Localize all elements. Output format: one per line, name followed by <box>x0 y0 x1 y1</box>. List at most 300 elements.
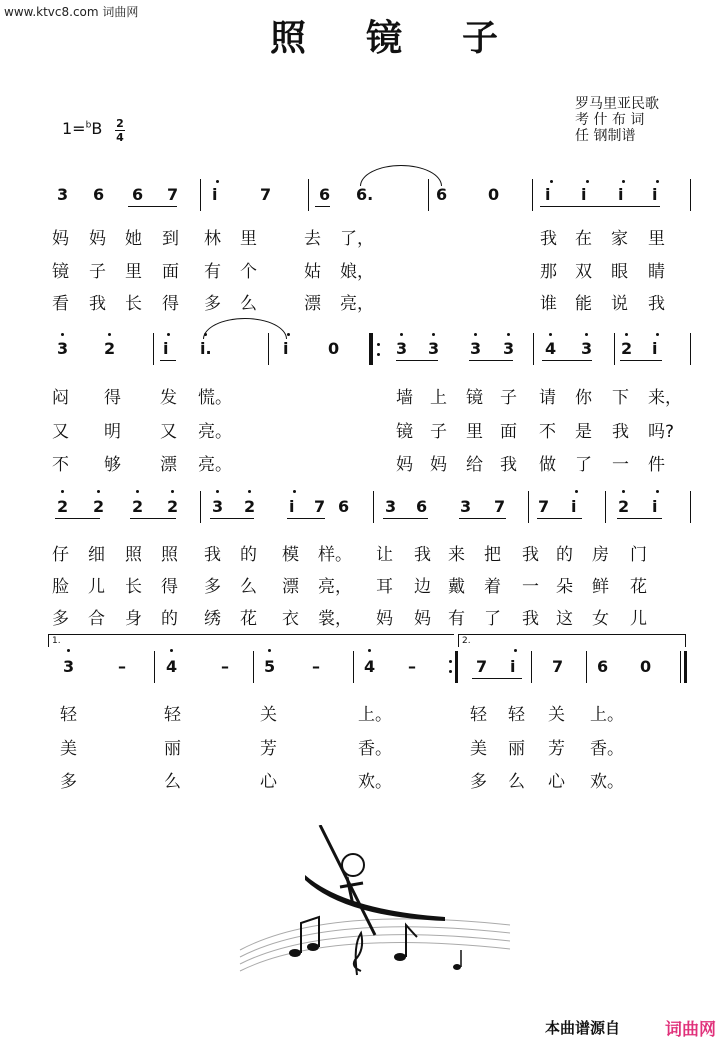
lyric-syllable: 裳， <box>318 609 352 629</box>
lyric-syllable: 妈 <box>430 455 447 475</box>
lyric-syllable: 多 <box>204 577 221 597</box>
lyric-syllable: 是 <box>575 422 592 442</box>
lyric-syllable: 下 <box>612 388 629 408</box>
lyric-syllable: 长 <box>125 294 142 314</box>
lyric-syllable: 了 <box>575 455 592 475</box>
note-underline <box>128 206 177 207</box>
octave-dot <box>171 490 174 493</box>
note: 7 <box>552 657 564 676</box>
lyric-syllable: 又 <box>52 422 69 442</box>
note: i <box>652 339 658 358</box>
lyric-syllable: 够 <box>104 455 121 475</box>
note: 6 <box>132 185 144 204</box>
note: 4 <box>166 657 178 676</box>
lyric-syllable: 轻 <box>470 705 487 725</box>
barline <box>200 179 201 211</box>
lyric-syllable: 妈 <box>376 609 393 629</box>
note: 2 <box>167 497 179 516</box>
lyric-syllable: 镜 <box>466 388 483 408</box>
lyric-syllable: 美 <box>470 739 487 759</box>
lyric-syllable: 镜 <box>396 422 413 442</box>
lyric-syllable: 墙 <box>396 388 413 408</box>
note-underline <box>396 360 438 361</box>
lyric-syllable: 你 <box>575 388 592 408</box>
note: 3 <box>503 339 515 358</box>
lyric-syllable: 样。 <box>318 545 352 565</box>
lyric-syllable: 面 <box>500 422 517 442</box>
note: 0 <box>328 339 340 358</box>
note: 3 <box>428 339 440 358</box>
repeat-bar <box>369 333 372 365</box>
lyric-syllable: 我 <box>204 545 221 565</box>
lyric-syllable: 身 <box>125 609 142 629</box>
lyric-syllable: 家 <box>611 229 628 249</box>
lyric-syllable: 请 <box>539 388 556 408</box>
note-underline <box>55 518 100 519</box>
octave-dot <box>216 180 219 183</box>
lyric-syllable: 件 <box>648 455 665 475</box>
lyric-syllable: 得 <box>104 388 121 408</box>
octave-dot <box>167 333 170 336</box>
lyric-syllable: 欢。 <box>358 772 392 792</box>
lyric-syllable: 么 <box>508 772 525 792</box>
time-denominator: 4 <box>116 131 124 144</box>
lyric-syllable: 花 <box>630 577 647 597</box>
lyric-syllable: 能 <box>575 294 592 314</box>
lyric-syllable: 子 <box>430 422 447 442</box>
lyric-syllable: 丽 <box>508 739 525 759</box>
octave-dot <box>656 490 659 493</box>
lyric-syllable: 她 <box>125 229 142 249</box>
lyric-syllable: 鲜 <box>592 577 609 597</box>
lyric-syllable: 脸 <box>52 577 69 597</box>
lyric-syllable: 来 <box>448 545 465 565</box>
lyric-syllable: 边 <box>414 577 431 597</box>
lyric-syllable: 我 <box>612 422 629 442</box>
note: i <box>510 657 516 676</box>
lyric-syllable: 个 <box>240 262 257 282</box>
note: 7 <box>494 497 506 516</box>
lyric-syllable: 丽 <box>164 739 181 759</box>
lyric-syllable: 到 <box>162 229 179 249</box>
note: i <box>163 339 169 358</box>
lyric-syllable: 着 <box>484 577 501 597</box>
lyric-syllable: 镜 <box>52 262 69 282</box>
octave-dot <box>656 333 659 336</box>
note: – <box>118 657 126 676</box>
lyric-syllable: 我 <box>648 294 665 314</box>
lyric-syllable: 女 <box>592 609 609 629</box>
lyric-syllable: 给 <box>466 455 483 475</box>
lyric-syllable: 得 <box>162 294 179 314</box>
note: 3 <box>396 339 408 358</box>
repeat-dot <box>449 660 452 663</box>
title-char: 照 <box>270 17 307 59</box>
note: i <box>652 185 658 204</box>
note: 2 <box>57 497 69 516</box>
lyric-syllable: 轻 <box>164 705 181 725</box>
lyric-syllable: 儿 <box>88 577 105 597</box>
lyric-syllable: 的 <box>161 609 178 629</box>
note: – <box>221 657 229 676</box>
lyric-syllable: 香。 <box>358 739 392 759</box>
octave-dot <box>61 490 64 493</box>
lyric-syllable: 不 <box>52 455 69 475</box>
note-underline <box>459 518 506 519</box>
note: i <box>545 185 551 204</box>
lyric-syllable: 得 <box>161 577 178 597</box>
lyric-syllable: 一 <box>522 577 539 597</box>
note: 2 <box>93 497 105 516</box>
tie-slur <box>203 318 287 339</box>
title-char: 镜 <box>366 17 403 59</box>
lyric-syllable: 谁 <box>540 294 557 314</box>
lyric-syllable: 房 <box>592 545 609 565</box>
octave-dot <box>293 490 296 493</box>
lyric-syllable: 漂 <box>160 455 177 475</box>
note-underline <box>620 360 662 361</box>
barline <box>200 491 201 523</box>
volta-label-2: 2. <box>462 636 471 646</box>
site-url: www.ktvc8.com 词曲网 <box>4 5 139 19</box>
note: 3 <box>57 339 69 358</box>
lyric-syllable: 又 <box>160 422 177 442</box>
lyric-syllable: 让 <box>376 545 393 565</box>
lyric-syllable: 娘， <box>340 262 374 282</box>
lyric-syllable: 妈 <box>396 455 413 475</box>
lyric-syllable: 多 <box>60 772 77 792</box>
barline <box>308 179 309 211</box>
decoration-boat-illustration <box>235 825 515 989</box>
barline <box>531 651 532 683</box>
note: – <box>408 657 416 676</box>
note: 6 <box>93 185 105 204</box>
lyric-syllable: 有 <box>204 262 221 282</box>
lyric-syllable: 轻 <box>508 705 525 725</box>
barline <box>690 491 691 523</box>
lyric-syllable: 亮。 <box>198 422 232 442</box>
octave-dot <box>575 490 578 493</box>
note-underline <box>383 518 428 519</box>
lyric-syllable: 照 <box>161 545 178 565</box>
octave-dot <box>550 180 553 183</box>
note: 7 <box>476 657 488 676</box>
lyric-syllable: 亮， <box>340 294 374 314</box>
note: 0 <box>640 657 652 676</box>
footer-source-text: 本曲谱源自 <box>544 1019 620 1037</box>
note: i. <box>200 339 212 358</box>
note-underline <box>160 360 176 361</box>
octave-dot <box>67 649 70 652</box>
lyric-syllable: 来， <box>648 388 682 408</box>
title-char: 子 <box>462 17 499 59</box>
lyric-syllable: 美 <box>60 739 77 759</box>
lyric-syllable: 香。 <box>590 739 624 759</box>
barline <box>253 651 254 683</box>
lyric-syllable: 欢。 <box>590 772 624 792</box>
lyric-syllable: 么 <box>240 577 257 597</box>
octave-dot <box>287 333 290 336</box>
barline <box>353 651 354 683</box>
note: 2 <box>621 339 633 358</box>
lyric-syllable: 花 <box>240 609 257 629</box>
lyric-syllable: 里 <box>466 422 483 442</box>
lyric-syllable: 关 <box>260 705 277 725</box>
octave-dot <box>432 333 435 336</box>
barline <box>680 651 681 683</box>
octave-dot <box>97 490 100 493</box>
lyric-syllable: 了 <box>484 609 501 629</box>
lyric-syllable: 双 <box>575 262 592 282</box>
lyric-syllable: 上。 <box>590 705 624 725</box>
octave-dot <box>585 333 588 336</box>
note: 6 <box>319 185 331 204</box>
note: 5 <box>264 657 276 676</box>
lyric-syllable: 姑 <box>304 262 321 282</box>
volta-label-1: 1. <box>52 636 61 646</box>
lyric-syllable: 多 <box>52 609 69 629</box>
barline <box>690 333 691 365</box>
lyric-syllable: 那 <box>540 262 557 282</box>
key-signature <box>62 119 102 138</box>
note: 2 <box>618 497 630 516</box>
octave-dot <box>586 180 589 183</box>
barline <box>153 333 154 365</box>
lyric-syllable: 看 <box>52 294 69 314</box>
note-underline <box>210 518 254 519</box>
lyric-syllable: 细 <box>88 545 105 565</box>
note: 6 <box>436 185 448 204</box>
volta-bracket-1 <box>48 634 454 647</box>
lyric-syllable: 绣 <box>204 609 221 629</box>
note: i <box>581 185 587 204</box>
lyric-syllable: 不 <box>539 422 556 442</box>
note: 7 <box>167 185 179 204</box>
octave-dot <box>170 649 173 652</box>
note: 3 <box>470 339 482 358</box>
note: 4 <box>545 339 557 358</box>
lyric-syllable: 芳 <box>260 739 277 759</box>
note: 3 <box>581 339 593 358</box>
octave-dot <box>61 333 64 336</box>
lyric-syllable: 我 <box>522 545 539 565</box>
barline <box>684 651 687 683</box>
octave-dot <box>136 490 139 493</box>
note: 3 <box>63 657 75 676</box>
tie-slur <box>360 165 442 186</box>
key-flat: b <box>85 120 92 131</box>
lyric-syllable: 面 <box>162 262 179 282</box>
octave-dot <box>248 490 251 493</box>
barline <box>373 491 374 523</box>
note: i <box>212 185 218 204</box>
lyric-syllable: 儿 <box>630 609 647 629</box>
note: i <box>283 339 289 358</box>
lyric-syllable: 仔 <box>52 545 69 565</box>
note: 6 <box>597 657 609 676</box>
barline <box>533 333 534 365</box>
lyric-syllable: 照 <box>125 545 142 565</box>
octave-dot <box>622 180 625 183</box>
lyric-syllable: 亮， <box>318 577 352 597</box>
lyric-syllable: 去 <box>304 229 321 249</box>
site-logo: 词曲网 <box>665 1020 716 1040</box>
lyric-syllable: 衣 <box>282 609 299 629</box>
note: 2 <box>104 339 116 358</box>
note-underline <box>540 206 660 207</box>
octave-dot <box>400 333 403 336</box>
note-underline <box>315 206 330 207</box>
note: 2 <box>132 497 144 516</box>
note: i <box>289 497 295 516</box>
barline <box>372 333 373 365</box>
octave-dot <box>368 649 371 652</box>
lyric-syllable: 我 <box>522 609 539 629</box>
note-underline <box>469 360 513 361</box>
lyric-syllable: 这 <box>556 609 573 629</box>
octave-dot <box>549 333 552 336</box>
lyric-syllable: 做 <box>539 455 556 475</box>
repeat-dot <box>377 353 380 356</box>
octave-dot <box>474 333 477 336</box>
octave-dot <box>625 333 628 336</box>
lyric-syllable: 吗? <box>648 422 675 442</box>
lyric-syllable: 在 <box>575 229 592 249</box>
lyric-syllable: 把 <box>484 545 501 565</box>
octave-dot <box>622 490 625 493</box>
note: 7 <box>314 497 326 516</box>
lyric-syllable: 我 <box>500 455 517 475</box>
lyric-syllable: 么 <box>240 294 257 314</box>
lyric-syllable: 关 <box>548 705 565 725</box>
note: 6 <box>338 497 350 516</box>
lyric-syllable: 的 <box>240 545 257 565</box>
lyric-syllable: 朵 <box>556 577 573 597</box>
lyric-syllable: 心 <box>260 772 277 792</box>
lyric-syllable: 妈 <box>414 609 431 629</box>
lyric-syllable: 里 <box>648 229 665 249</box>
octave-dot <box>268 649 271 652</box>
lyric-syllable: 睛 <box>648 262 665 282</box>
barline <box>455 651 458 683</box>
lyric-syllable: 一 <box>612 455 629 475</box>
lyric-syllable: 发 <box>160 388 177 408</box>
lyric-syllable: 合 <box>88 609 105 629</box>
lyric-syllable: 上。 <box>358 705 392 725</box>
note: i <box>618 185 624 204</box>
lyric-syllable: 漂 <box>304 294 321 314</box>
song-title <box>270 10 558 61</box>
barline <box>154 651 155 683</box>
lyric-syllable: 我 <box>89 294 106 314</box>
lyric-syllable: 里 <box>240 229 257 249</box>
note-underline <box>287 518 325 519</box>
lyric-syllable: 门 <box>630 545 647 565</box>
note: i <box>652 497 658 516</box>
note: 0 <box>488 185 500 204</box>
lyric-syllable: 眼 <box>611 262 628 282</box>
lyric-syllable: 的 <box>556 545 573 565</box>
lyric-syllable: 上 <box>430 388 447 408</box>
lyric-syllable: 我 <box>414 545 431 565</box>
lyric-syllable: 林 <box>204 229 221 249</box>
lyric-syllable: 妈 <box>52 229 69 249</box>
octave-dot <box>216 490 219 493</box>
note: 3 <box>460 497 472 516</box>
octave-dot <box>108 333 111 336</box>
octave-dot <box>656 180 659 183</box>
note: i <box>571 497 577 516</box>
lyric-syllable: 子 <box>500 388 517 408</box>
lyric-syllable: 明 <box>104 422 121 442</box>
lyric-syllable: 说 <box>611 294 628 314</box>
lyric-syllable: 芳 <box>548 739 565 759</box>
note: 6. <box>356 185 374 204</box>
octave-dot <box>514 649 517 652</box>
time-signature <box>115 118 125 143</box>
barline <box>614 333 615 365</box>
barline <box>605 491 606 523</box>
lyric-syllable: 多 <box>204 294 221 314</box>
credit-lyricist: 考 什 布 词 <box>575 112 645 128</box>
note: – <box>312 657 320 676</box>
note: 7 <box>260 185 272 204</box>
credit-origin: 罗马里亚民歌 <box>575 96 659 112</box>
note: 3 <box>385 497 397 516</box>
octave-dot <box>507 333 510 336</box>
lyric-syllable: 心 <box>548 772 565 792</box>
volta-bracket-2 <box>458 634 686 647</box>
note-underline <box>617 518 662 519</box>
lyric-syllable: 我 <box>540 229 557 249</box>
barline <box>532 179 533 211</box>
credit-arranger: 任 钢制谱 <box>575 128 636 144</box>
note-underline <box>542 360 592 361</box>
note-underline <box>537 518 582 519</box>
lyric-syllable: 里 <box>125 262 142 282</box>
note-underline <box>472 678 522 679</box>
barline <box>528 491 529 523</box>
lyric-syllable: 了， <box>340 229 374 249</box>
repeat-dot <box>377 343 380 346</box>
lyric-syllable: 长 <box>125 577 142 597</box>
lyric-syllable: 亮。 <box>198 455 232 475</box>
lyric-syllable: 轻 <box>60 705 77 725</box>
lyric-syllable: 子 <box>89 262 106 282</box>
lyric-syllable: 慌。 <box>198 388 232 408</box>
note: 3 <box>212 497 224 516</box>
note: 4 <box>364 657 376 676</box>
lyric-syllable: 戴 <box>448 577 465 597</box>
lyric-syllable: 么 <box>164 772 181 792</box>
lyric-syllable: 多 <box>470 772 487 792</box>
repeat-dot <box>449 670 452 673</box>
key-note: B <box>91 119 103 138</box>
lyric-syllable: 模 <box>282 545 299 565</box>
key-prefix: 1= <box>62 119 86 138</box>
note: 3 <box>57 185 69 204</box>
note: 6 <box>416 497 428 516</box>
time-numerator: 2 <box>116 117 124 130</box>
lyric-syllable: 有 <box>448 609 465 629</box>
note: 2 <box>244 497 256 516</box>
lyric-syllable: 漂 <box>282 577 299 597</box>
lyric-syllable: 耳 <box>376 577 393 597</box>
note-underline <box>130 518 176 519</box>
note: 7 <box>538 497 550 516</box>
lyric-syllable: 妈 <box>89 229 106 249</box>
barline <box>586 651 587 683</box>
